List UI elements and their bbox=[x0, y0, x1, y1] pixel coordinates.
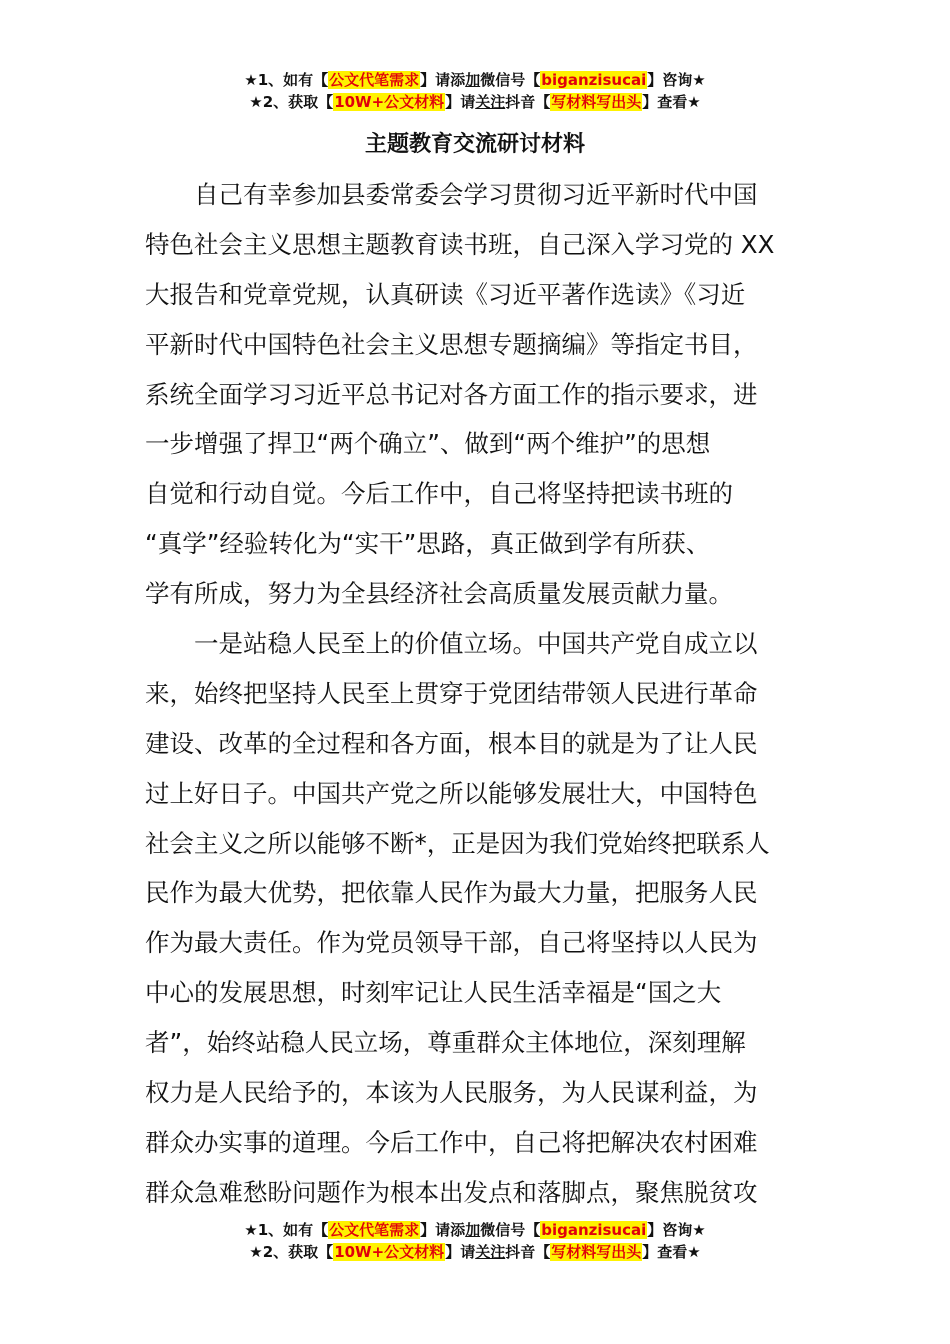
promo-text: 微信号【 bbox=[480, 71, 541, 89]
paragraph-line: 来，始终把坚持人民至上贯穿于党团结带领人民进行革命 bbox=[145, 678, 758, 708]
promo-highlight: 公文代笔需求 bbox=[329, 1221, 420, 1239]
promo-underlined: 关注 bbox=[475, 93, 506, 111]
promo-highlight: 10W+公文材料 bbox=[334, 1243, 445, 1261]
promo-text: 抖音【 bbox=[505, 1243, 551, 1261]
document-title: 主题教育交流研讨材料 bbox=[364, 132, 585, 157]
promo-line-1 bbox=[0, 1219, 950, 1241]
promo-text: ★2、获取【 bbox=[249, 93, 334, 111]
promo-text: 】咨询★ bbox=[647, 1221, 706, 1239]
paragraph-line: 建设、改革的全过程和各方面，根本目的就是为了让人民 bbox=[145, 728, 758, 758]
paragraph-intro bbox=[145, 170, 809, 619]
promo-text: 】查看★ bbox=[642, 93, 701, 111]
header-promo-banner bbox=[0, 69, 950, 113]
paragraph-line: 一步增强了捍卫“两个确立”、做到“两个维护”的思想 bbox=[145, 429, 711, 459]
paragraph-line: 群众急难愁盼问题作为根本出发点和落脚点，聚焦脱贫攻 bbox=[145, 1177, 758, 1207]
footer-promo-banner bbox=[0, 1219, 950, 1263]
promo-douyin-id: 写材料写出头 bbox=[551, 1243, 642, 1261]
paragraph-point-one bbox=[145, 619, 809, 1218]
paragraph-line: 作为最大责任。作为党员领导干部，自己将坚持以人民为 bbox=[145, 928, 758, 958]
promo-text: ★1、如有【 bbox=[244, 1221, 329, 1239]
promo-highlight: 10W+公文材料 bbox=[334, 93, 445, 111]
paragraph-line: 一是站稳人民至上的价值立场。中国共产党自成立以 bbox=[194, 629, 758, 658]
paragraph-line: 中心的发展思想，时刻牢记让人民生活幸福是“国之大 bbox=[145, 978, 722, 1008]
promo-text: 】请 bbox=[445, 1243, 476, 1261]
promo-underlined: 加 bbox=[465, 71, 481, 89]
paragraph-line: 平新时代中国特色社会主义思想专题摘编》等指定书目， bbox=[145, 329, 758, 359]
paragraph-line: 群众办实事的道理。今后工作中，自己将把解决农村困难 bbox=[145, 1127, 758, 1157]
promo-text: 】请 bbox=[445, 93, 476, 111]
paragraph-line: 自觉和行动自觉。今后工作中，自己将坚持把读书班的 bbox=[145, 479, 733, 509]
promo-wechat-id: biganzisucai bbox=[541, 1221, 647, 1239]
promo-text: ★1、如有【 bbox=[244, 71, 329, 89]
promo-line-1 bbox=[0, 69, 950, 91]
paragraph-line: 大报告和党章党规，认真研读《习近平著作选读》《习近 bbox=[145, 279, 746, 309]
paragraph-line: 自己有幸参加县委常委会学习贯彻习近平新时代中国 bbox=[194, 180, 758, 209]
promo-line-2 bbox=[0, 91, 950, 113]
paragraph-line: 社会主义之所以能够不断*，正是因为我们党始终把联系人 bbox=[145, 828, 770, 858]
promo-text: 】请添 bbox=[420, 1221, 466, 1239]
promo-wechat-id: biganzisucai bbox=[541, 71, 647, 89]
promo-highlight: 公文代笔需求 bbox=[329, 71, 420, 89]
paragraph-line: 民作为最大优势，把依靠人民作为最大力量，把服务人民 bbox=[145, 878, 758, 908]
promo-text: 】查看★ bbox=[642, 1243, 701, 1261]
paragraph-line: 权力是人民给予的，本该为人民服务，为人民谋利益，为 bbox=[145, 1078, 758, 1108]
promo-line-2 bbox=[0, 1241, 950, 1263]
promo-text: 】咨询★ bbox=[647, 71, 706, 89]
paragraph-line: 过上好日子。中国共产党之所以能够发展壮大，中国特色 bbox=[145, 778, 758, 808]
promo-text: 抖音【 bbox=[505, 93, 551, 111]
paragraph-line: 者”，始终站稳人民立场，尊重群众主体地位，深刻理解 bbox=[145, 1028, 746, 1058]
promo-text: ★2、获取【 bbox=[249, 1243, 334, 1261]
promo-douyin-id: 写材料写出头 bbox=[551, 93, 642, 111]
promo-text: 】请添 bbox=[420, 71, 466, 89]
promo-text: 微信号【 bbox=[480, 1221, 541, 1239]
promo-underlined: 加 bbox=[465, 1221, 481, 1239]
paragraph-line: 学有所成，努力为全县经济社会高质量发展贡献力量。 bbox=[145, 579, 733, 609]
paragraph-line: “真学”经验转化为“实干”思路，真正做到学有所获、 bbox=[145, 529, 711, 559]
paragraph-line: 特色社会主义思想主题教育读书班，自己深入学习党的 XX bbox=[145, 229, 775, 259]
promo-underlined: 关注 bbox=[475, 1243, 506, 1261]
paragraph-line: 系统全面学习习近平总书记对各方面工作的指示要求，进 bbox=[145, 379, 758, 409]
